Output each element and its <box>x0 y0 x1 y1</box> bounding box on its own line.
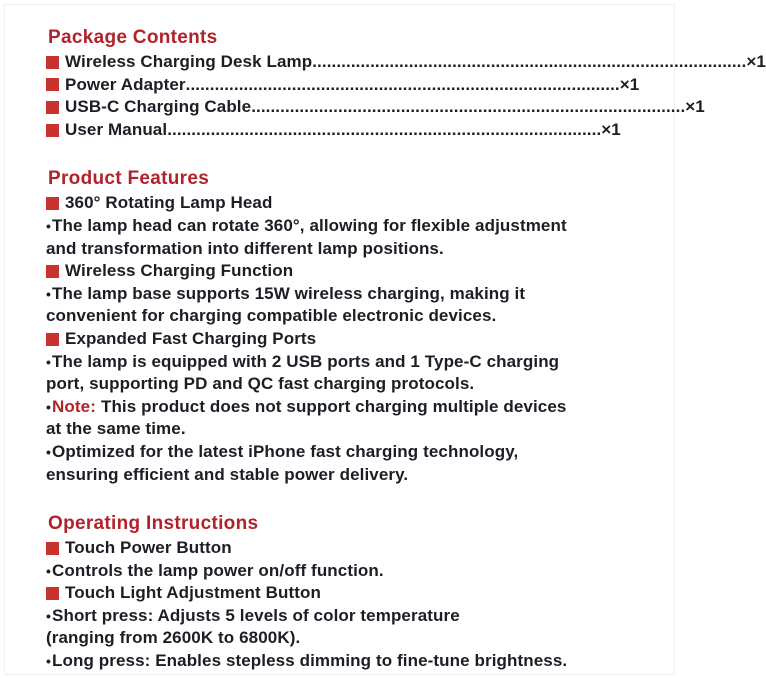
package-item-row <box>46 51 766 74</box>
dot-bullet-icon: • <box>46 607 52 624</box>
detail-paragraph <box>46 605 663 650</box>
paragraph-text: Controls the lamp power on/off function. <box>52 560 384 580</box>
detail-paragraph <box>46 215 663 260</box>
package-list <box>46 51 766 141</box>
package-item-qty: ×1 <box>685 97 705 117</box>
dot-bullet-icon: • <box>46 443 52 460</box>
square-bullet-icon <box>46 56 59 69</box>
section-title: Package Contents <box>48 27 218 48</box>
package-item-label: USB-C Charging Cable <box>65 97 252 117</box>
feature-subheading <box>46 192 663 215</box>
dot-bullet-icon: • <box>46 653 52 670</box>
dot-leader: .......................................................................................... <box>312 52 747 71</box>
feature-subheading-label: Touch Power Button <box>65 538 232 558</box>
dot-leader: .......................................................................................... <box>251 97 686 117</box>
feature-subheading-label: 360° Rotating Lamp Head <box>65 193 273 213</box>
dot-leader: .......................................................................................... <box>185 74 620 94</box>
square-bullet-icon <box>46 542 59 555</box>
feature-subheading-label: Touch Light Adjustment Button <box>65 583 321 603</box>
feature-subheading <box>46 260 663 283</box>
paragraph-text: Long press: Enables stepless dimming to fine-tune brightness. <box>52 651 568 671</box>
feature-subheading-label: Wireless Charging Function <box>65 261 294 281</box>
square-bullet-icon <box>46 197 59 210</box>
feature-list <box>46 192 663 486</box>
detail-paragraph <box>46 650 663 673</box>
detail-paragraph <box>46 396 663 441</box>
paragraph-text: This product does not support charging multiple devices at the same time. <box>46 396 567 439</box>
package-item-row <box>46 96 705 119</box>
package-item-row <box>46 119 621 142</box>
instruction-list <box>46 537 663 673</box>
detail-paragraph <box>46 560 663 583</box>
section-package-contents <box>46 26 766 141</box>
paragraph-text: The lamp base supports 15W wireless charging, making it convenient for charging compatible electronic devices. <box>46 283 526 326</box>
paragraph-text: Short press: Adjusts 5 levels of color temperature (ranging from 2600K to 6800K). <box>46 605 460 648</box>
detail-paragraph <box>46 351 663 396</box>
paragraph-text: The lamp head can rotate 360°, allowing for flexible adjustment and transformation into different lamp positions. <box>46 215 567 258</box>
package-item-qty: ×1 <box>619 74 640 94</box>
dot-bullet-icon: • <box>46 217 52 234</box>
section-title: Operating Instructions <box>48 513 259 535</box>
square-bullet-icon <box>46 333 59 346</box>
detail-paragraph <box>46 283 663 328</box>
paragraph-text: The lamp is equipped with 2 USB ports and 1 Type-C charging port, supporting PD and QC fast charging protocols. <box>46 351 560 394</box>
dot-bullet-icon: • <box>46 285 52 302</box>
feature-subheading-label: Expanded Fast Charging Ports <box>65 328 317 348</box>
detail-paragraph <box>46 441 663 486</box>
square-bullet-icon <box>46 265 59 278</box>
square-bullet-icon <box>46 101 59 114</box>
package-item-label: Power Adapter <box>65 74 186 94</box>
package-item-qty: ×1 <box>601 119 621 139</box>
section-operating-instructions <box>46 512 663 673</box>
dot-bullet-icon: • <box>46 353 52 370</box>
package-item-qty: ×1 <box>746 52 766 71</box>
package-item-label: Wireless Charging Desk Lamp <box>65 52 313 71</box>
dot-bullet-icon: • <box>46 562 52 579</box>
dot-leader: .......................................................................................... <box>167 119 602 139</box>
section-title: Product Features <box>48 168 210 190</box>
package-item-label: User Manual <box>65 119 168 139</box>
square-bullet-icon <box>46 587 59 600</box>
feature-subheading <box>46 328 663 351</box>
package-item-row <box>46 74 640 97</box>
dot-bullet-icon: • <box>46 398 52 415</box>
feature-subheading <box>46 582 663 605</box>
feature-subheading <box>46 537 663 560</box>
paragraph-text: Optimized for the latest iPhone fast charging technology, ensuring efficient and stable power delivery. <box>46 441 519 484</box>
section-product-features <box>46 167 663 486</box>
note-prefix: Note: <box>52 396 96 416</box>
square-bullet-icon <box>46 124 59 137</box>
square-bullet-icon <box>46 78 59 91</box>
